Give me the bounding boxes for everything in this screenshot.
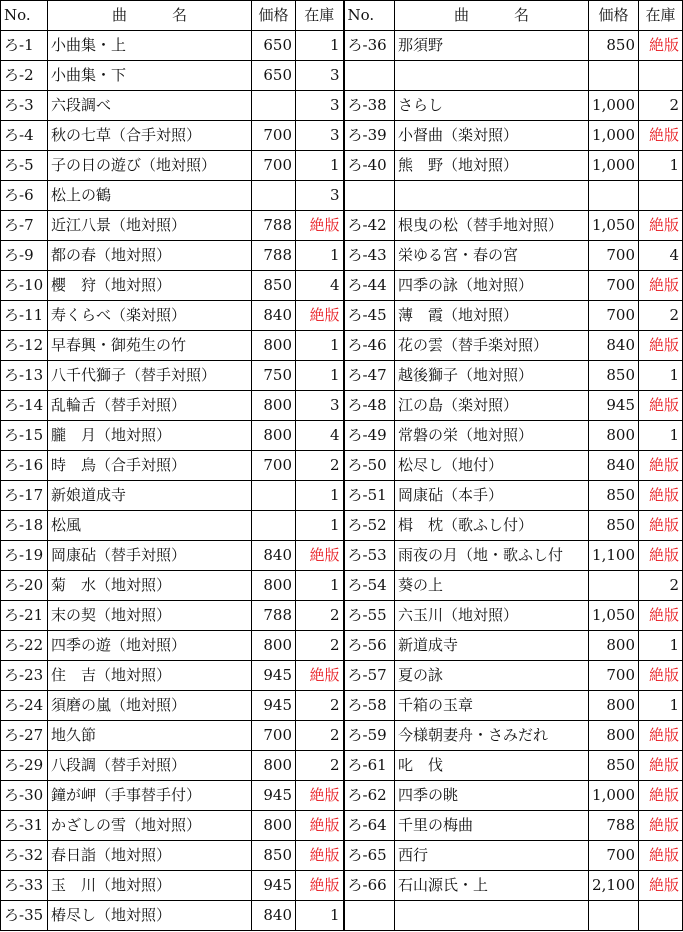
song-number-left: ろ-31 — [1, 811, 48, 841]
song-title-right: 越後獅子（地対照） — [395, 361, 589, 391]
song-title-left: 四季の遊（地対照） — [48, 631, 252, 661]
song-price-left: 700 — [252, 121, 296, 151]
table-row — [1, 391, 683, 421]
song-number-left: ろ-17 — [1, 481, 48, 511]
song-price-right: 800 — [589, 721, 639, 751]
song-number-left: ろ-16 — [1, 451, 48, 481]
stock-status-left: 1 — [296, 481, 344, 511]
song-price-right: 800 — [589, 691, 639, 721]
song-number-left: ろ-7 — [1, 211, 48, 241]
song-number-right: ろ-62 — [344, 781, 395, 811]
song-number-left: ろ-32 — [1, 841, 48, 871]
song-number-right: ろ-47 — [344, 361, 395, 391]
song-number-right: ろ-64 — [344, 811, 395, 841]
table-header-row — [1, 1, 683, 31]
song-number-right: ろ-57 — [344, 661, 395, 691]
stock-status-right: 絶版 — [639, 601, 683, 631]
song-title-left: 末の契（地対照） — [48, 601, 252, 631]
song-number-left: ろ-20 — [1, 571, 48, 601]
stock-status-right: 絶版 — [639, 481, 683, 511]
table-row — [1, 571, 683, 601]
song-title-right: 叱 伐 — [395, 751, 589, 781]
stock-status-right — [639, 181, 683, 211]
song-price-right — [589, 571, 639, 601]
song-price-left: 800 — [252, 631, 296, 661]
song-price-left: 800 — [252, 811, 296, 841]
song-price-right: 1,000 — [589, 151, 639, 181]
stock-status-left: 絶版 — [296, 301, 344, 331]
song-title-right: 薄 霞（地対照） — [395, 301, 589, 331]
song-title-right: 石山源氏・上 — [395, 871, 589, 901]
song-title-left: 春日詣（地対照） — [48, 841, 252, 871]
stock-status-right: 1 — [639, 691, 683, 721]
song-number-right: ろ-43 — [344, 241, 395, 271]
stock-status-right: 絶版 — [639, 781, 683, 811]
song-price-left: 788 — [252, 211, 296, 241]
stock-status-right: 絶版 — [639, 271, 683, 301]
stock-status-right: 2 — [639, 301, 683, 331]
song-price-left: 850 — [252, 841, 296, 871]
song-price-left: 840 — [252, 901, 296, 931]
song-number-right: ろ-36 — [344, 31, 395, 61]
song-price-left: 840 — [252, 541, 296, 571]
stock-status-right: 絶版 — [639, 331, 683, 361]
song-title-right: 千箱の玉章 — [395, 691, 589, 721]
song-price-right: 850 — [589, 751, 639, 781]
table-row — [1, 361, 683, 391]
song-number-right: ろ-38 — [344, 91, 395, 121]
song-number-left: ろ-15 — [1, 421, 48, 451]
song-title-right: 新道成寺 — [395, 631, 589, 661]
header-price-right: 価格 — [589, 1, 639, 31]
song-price-left: 700 — [252, 151, 296, 181]
song-title-right: 花の雲（替手楽対照） — [395, 331, 589, 361]
song-price-left — [252, 511, 296, 541]
stock-status-right: 絶版 — [639, 811, 683, 841]
song-number-left: ろ-29 — [1, 751, 48, 781]
song-title-left: 六段調べ — [48, 91, 252, 121]
song-number-left: ろ-10 — [1, 271, 48, 301]
song-price-left: 650 — [252, 31, 296, 61]
stock-status-right: 絶版 — [639, 541, 683, 571]
song-number-right: ろ-49 — [344, 421, 395, 451]
song-price-left: 800 — [252, 751, 296, 781]
stock-status-right: 絶版 — [639, 871, 683, 901]
song-price-left: 700 — [252, 721, 296, 751]
stock-status-left: 1 — [296, 31, 344, 61]
table-row — [1, 511, 683, 541]
stock-status-left: 4 — [296, 421, 344, 451]
header-no-right: No. — [344, 1, 395, 31]
stock-status-right: 2 — [639, 91, 683, 121]
table-row — [1, 781, 683, 811]
song-number-left: ろ-6 — [1, 181, 48, 211]
song-number-left: ろ-5 — [1, 151, 48, 181]
song-title-left: 玉 川（地対照） — [48, 871, 252, 901]
song-title-right: 四季の眺 — [395, 781, 589, 811]
song-number-left: ろ-27 — [1, 721, 48, 751]
song-number-right: ろ-56 — [344, 631, 395, 661]
song-number-right: ろ-50 — [344, 451, 395, 481]
stock-status-left: 3 — [296, 391, 344, 421]
song-price-left: 945 — [252, 871, 296, 901]
stock-status-left: 3 — [296, 61, 344, 91]
table-row — [1, 901, 683, 931]
song-number-right: ろ-55 — [344, 601, 395, 631]
stock-status-left: 2 — [296, 631, 344, 661]
stock-status-right: 4 — [639, 241, 683, 271]
song-price-left: 945 — [252, 691, 296, 721]
song-price-right — [589, 901, 639, 931]
stock-status-right: 1 — [639, 631, 683, 661]
song-number-right: ろ-59 — [344, 721, 395, 751]
song-number-left: ろ-12 — [1, 331, 48, 361]
stock-status-right: 絶版 — [639, 451, 683, 481]
table-row — [1, 661, 683, 691]
song-price-right: 1,050 — [589, 601, 639, 631]
song-title-left: 小曲集・上 — [48, 31, 252, 61]
stock-status-right: 絶版 — [639, 661, 683, 691]
stock-status-right: 1 — [639, 361, 683, 391]
song-number-left: ろ-35 — [1, 901, 48, 931]
header-stock-right: 在庫 — [639, 1, 683, 31]
stock-status-left: 2 — [296, 451, 344, 481]
song-price-left: 945 — [252, 781, 296, 811]
song-price-left: 840 — [252, 301, 296, 331]
stock-status-left: 絶版 — [296, 841, 344, 871]
table-row — [1, 331, 683, 361]
song-price-right: 1,100 — [589, 541, 639, 571]
song-price-right: 788 — [589, 811, 639, 841]
song-title-right: 雨夜の月（地・歌ふし付 — [395, 541, 589, 571]
table-row — [1, 121, 683, 151]
song-title-left: 寿くらべ（楽対照） — [48, 301, 252, 331]
table-row — [1, 451, 683, 481]
song-number-right: ろ-40 — [344, 151, 395, 181]
song-title-right: 楫 枕（歌ふし付） — [395, 511, 589, 541]
table-row — [1, 181, 683, 211]
table-row — [1, 721, 683, 751]
song-title-left: 八段調（替手対照） — [48, 751, 252, 781]
stock-status-left: 2 — [296, 601, 344, 631]
song-number-right: ろ-66 — [344, 871, 395, 901]
song-price-left — [252, 91, 296, 121]
song-number-left: ろ-24 — [1, 691, 48, 721]
song-number-right: ろ-54 — [344, 571, 395, 601]
song-number-left: ろ-11 — [1, 301, 48, 331]
stock-status-left: 2 — [296, 721, 344, 751]
song-number-left: ろ-19 — [1, 541, 48, 571]
song-price-right: 850 — [589, 481, 639, 511]
song-number-left: ろ-14 — [1, 391, 48, 421]
song-title-right: さらし — [395, 91, 589, 121]
song-number-right: ろ-42 — [344, 211, 395, 241]
song-price-left: 650 — [252, 61, 296, 91]
table-row — [1, 241, 683, 271]
song-price-right: 800 — [589, 421, 639, 451]
song-title-left: 朧 月（地対照） — [48, 421, 252, 451]
song-title-right: 熊 野（地対照） — [395, 151, 589, 181]
song-price-right: 840 — [589, 451, 639, 481]
stock-status-right — [639, 61, 683, 91]
song-title-right: 根曳の松（替手地対照） — [395, 211, 589, 241]
song-number-right — [344, 901, 395, 931]
song-price-right — [589, 61, 639, 91]
song-price-right: 700 — [589, 301, 639, 331]
song-number-left: ろ-2 — [1, 61, 48, 91]
song-price-left: 788 — [252, 241, 296, 271]
song-title-left: 菊 水（地対照） — [48, 571, 252, 601]
stock-status-left: 絶版 — [296, 211, 344, 241]
table-row — [1, 631, 683, 661]
song-title-right: 岡康砧（本手） — [395, 481, 589, 511]
song-title-left: 地久節 — [48, 721, 252, 751]
stock-status-left: 1 — [296, 361, 344, 391]
song-title-left: 時 鳥（合手対照） — [48, 451, 252, 481]
table-row — [1, 91, 683, 121]
song-price-right: 945 — [589, 391, 639, 421]
stock-status-right: 1 — [639, 151, 683, 181]
song-price-right: 1,000 — [589, 781, 639, 811]
header-price-left: 価格 — [252, 1, 296, 31]
song-price-left: 800 — [252, 391, 296, 421]
song-number-right: ろ-58 — [344, 691, 395, 721]
song-title-left: 新娘道成寺 — [48, 481, 252, 511]
song-title-right: 葵の上 — [395, 571, 589, 601]
song-number-left: ろ-13 — [1, 361, 48, 391]
song-title-right — [395, 901, 589, 931]
song-price-right: 850 — [589, 361, 639, 391]
song-price-right: 850 — [589, 511, 639, 541]
stock-status-left: 1 — [296, 511, 344, 541]
song-number-left: ろ-23 — [1, 661, 48, 691]
song-price-right: 2,100 — [589, 871, 639, 901]
table-row — [1, 541, 683, 571]
song-number-right: ろ-61 — [344, 751, 395, 781]
stock-status-left: 1 — [296, 571, 344, 601]
table-row — [1, 421, 683, 451]
song-number-right — [344, 61, 395, 91]
song-price-right: 700 — [589, 241, 639, 271]
song-price-right: 700 — [589, 271, 639, 301]
stock-status-left: 1 — [296, 151, 344, 181]
stock-status-right: 絶版 — [639, 751, 683, 781]
song-title-right — [395, 61, 589, 91]
table-row — [1, 151, 683, 181]
song-title-left: 鐘が岬（手事替手付） — [48, 781, 252, 811]
song-title-right: 常磐の栄（地対照） — [395, 421, 589, 451]
song-title-left: 松風 — [48, 511, 252, 541]
song-number-left: ろ-30 — [1, 781, 48, 811]
song-title-right: 四季の詠（地対照） — [395, 271, 589, 301]
song-title-left: 近江八景（地対照） — [48, 211, 252, 241]
stock-status-left: 絶版 — [296, 541, 344, 571]
song-title-left: 須磨の嵐（地対照） — [48, 691, 252, 721]
stock-status-left: 1 — [296, 241, 344, 271]
stock-status-left: 4 — [296, 271, 344, 301]
table-row — [1, 601, 683, 631]
stock-status-left: 絶版 — [296, 871, 344, 901]
header-no-left: No. — [1, 1, 48, 31]
song-title-left: 八千代獅子（替手対照） — [48, 361, 252, 391]
song-number-right: ろ-39 — [344, 121, 395, 151]
song-title-right: 江の島（楽対照） — [395, 391, 589, 421]
stock-status-right: 2 — [639, 571, 683, 601]
song-number-right: ろ-44 — [344, 271, 395, 301]
stock-status-left: 絶版 — [296, 661, 344, 691]
song-title-left: かざしの雪（地対照） — [48, 811, 252, 841]
song-price-right: 850 — [589, 31, 639, 61]
song-number-right: ろ-51 — [344, 481, 395, 511]
song-number-right: ろ-46 — [344, 331, 395, 361]
song-price-right: 700 — [589, 661, 639, 691]
song-price-right: 700 — [589, 841, 639, 871]
song-price-left — [252, 481, 296, 511]
table-row — [1, 271, 683, 301]
song-title-right: 小督曲（楽対照） — [395, 121, 589, 151]
song-number-right: ろ-52 — [344, 511, 395, 541]
table-row — [1, 31, 683, 61]
stock-status-right: 絶版 — [639, 841, 683, 871]
song-price-left: 945 — [252, 661, 296, 691]
song-price-left — [252, 181, 296, 211]
song-number-right: ろ-45 — [344, 301, 395, 331]
song-title-right: 六玉川（地対照） — [395, 601, 589, 631]
song-price-left: 800 — [252, 421, 296, 451]
song-title-right: 今様朝妻舟・さみだれ — [395, 721, 589, 751]
stock-status-left: 2 — [296, 691, 344, 721]
song-title-right: 千里の梅曲 — [395, 811, 589, 841]
song-title-right: 松尽し（地付） — [395, 451, 589, 481]
song-price-left: 850 — [252, 271, 296, 301]
table-row — [1, 811, 683, 841]
table-row — [1, 301, 683, 331]
song-number-left: ろ-4 — [1, 121, 48, 151]
song-title-left: 都の春（地対照） — [48, 241, 252, 271]
song-price-right: 1,050 — [589, 211, 639, 241]
song-title-left: 秋の七草（合手対照） — [48, 121, 252, 151]
song-title-right: 那須野 — [395, 31, 589, 61]
song-title-right: 西行 — [395, 841, 589, 871]
stock-status-left: 3 — [296, 91, 344, 121]
stock-status-right: 絶版 — [639, 511, 683, 541]
song-price-left: 800 — [252, 331, 296, 361]
song-title-left: 椿尽し（地対照） — [48, 901, 252, 931]
song-price-left: 788 — [252, 601, 296, 631]
song-number-right: ろ-53 — [344, 541, 395, 571]
song-number-left: ろ-9 — [1, 241, 48, 271]
stock-status-right: 絶版 — [639, 211, 683, 241]
song-title-right — [395, 181, 589, 211]
table-body — [1, 31, 683, 931]
song-number-right: ろ-65 — [344, 841, 395, 871]
header-title-left: 曲 名 — [48, 1, 252, 31]
stock-status-right: 絶版 — [639, 721, 683, 751]
stock-status-left: 2 — [296, 751, 344, 781]
song-number-right — [344, 181, 395, 211]
stock-status-right — [639, 901, 683, 931]
header-title-right: 曲 名 — [395, 1, 589, 31]
stock-status-right: 1 — [639, 421, 683, 451]
song-title-right: 栄ゆる宮・春の宮 — [395, 241, 589, 271]
song-title-left: 松上の鶴 — [48, 181, 252, 211]
song-number-left: ろ-22 — [1, 631, 48, 661]
song-price-right: 840 — [589, 331, 639, 361]
song-number-left: ろ-18 — [1, 511, 48, 541]
stock-status-right: 絶版 — [639, 31, 683, 61]
song-number-left: ろ-33 — [1, 871, 48, 901]
song-title-left: 子の日の遊び（地対照） — [48, 151, 252, 181]
header-stock-left: 在庫 — [296, 1, 344, 31]
stock-status-left: 1 — [296, 331, 344, 361]
table-row — [1, 691, 683, 721]
song-title-left: 櫻 狩（地対照） — [48, 271, 252, 301]
table-row — [1, 841, 683, 871]
song-title-right: 夏の詠 — [395, 661, 589, 691]
song-title-left: 乱輪舌（替手対照） — [48, 391, 252, 421]
song-number-right: ろ-48 — [344, 391, 395, 421]
stock-status-left: 1 — [296, 901, 344, 931]
table-row — [1, 751, 683, 781]
song-title-left: 早春興・御苑生の竹 — [48, 331, 252, 361]
song-title-left: 小曲集・下 — [48, 61, 252, 91]
song-title-left: 住 吉（地対照） — [48, 661, 252, 691]
stock-status-right: 絶版 — [639, 121, 683, 151]
stock-status-left: 絶版 — [296, 781, 344, 811]
stock-status-left: 絶版 — [296, 811, 344, 841]
stock-status-right: 絶版 — [639, 391, 683, 421]
song-number-left: ろ-21 — [1, 601, 48, 631]
song-price-right: 1,000 — [589, 91, 639, 121]
table-row — [1, 211, 683, 241]
song-price-left: 750 — [252, 361, 296, 391]
table-row — [1, 871, 683, 901]
song-price-right: 1,000 — [589, 121, 639, 151]
table-row — [1, 481, 683, 511]
song-price-right: 800 — [589, 631, 639, 661]
song-number-left: ろ-3 — [1, 91, 48, 121]
song-price-left: 800 — [252, 571, 296, 601]
stock-status-left: 3 — [296, 181, 344, 211]
song-price-left: 700 — [252, 451, 296, 481]
song-number-left: ろ-1 — [1, 31, 48, 61]
song-title-left: 岡康砧（替手対照） — [48, 541, 252, 571]
stock-status-left: 3 — [296, 121, 344, 151]
song-price-right — [589, 181, 639, 211]
table-row — [1, 61, 683, 91]
